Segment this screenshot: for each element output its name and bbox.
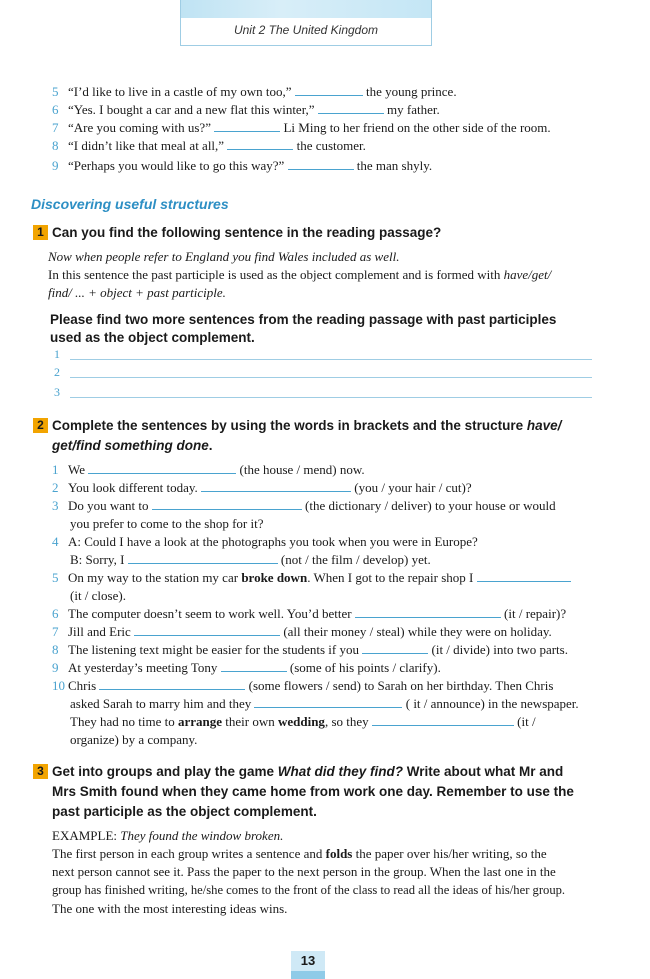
list-item: 5 “I’d like to live in a castle of my own too,” the young prince.	[52, 84, 457, 99]
answer-blank[interactable]	[134, 624, 280, 636]
instructions: group has finished writing, he/she comes to the front of the class to read all the ideas of his/her group.	[52, 883, 566, 897]
exercise-3-question: 3 Get into groups and play the game What did they find? Write about what Mr and	[33, 762, 563, 781]
answer-blank[interactable]	[254, 696, 402, 708]
instructions: The one with the most interesting ideas wins.	[52, 901, 288, 916]
list-item: 9 “Perhaps you would like to go this way?” the man shyly.	[52, 158, 433, 173]
example-line: EXAMPLE: They found the window broken.	[52, 828, 284, 843]
exercise-2-question-cont: get/find something done.	[52, 438, 213, 453]
explanation-formula: find/ ... + object + past participle.	[48, 285, 226, 300]
unit-title: Unit 2 The United Kingdom	[233, 23, 379, 37]
exercise-1-question: 1 Can you find the following sentence in the reading passage?	[33, 223, 441, 242]
list-item-cont: B: Sorry, I (not / the film / develop) yet.	[70, 552, 431, 567]
list-item: 7 “Are you coming with us?” Li Ming to her friend on the other side of the room.	[52, 120, 551, 135]
answer-line[interactable]	[70, 397, 592, 398]
answer-blank[interactable]	[152, 498, 302, 510]
list-item: 5 On my way to the station my car broke down. When I got to the repair shop I	[52, 569, 571, 587]
answer-blank[interactable]	[214, 120, 280, 132]
exercise-3-question-cont: past participle as the object complement.	[52, 804, 317, 819]
task-line-2: used as the object complement.	[50, 330, 255, 345]
list-item: 8 The listening text might be easier for the students if you (it / divide) into two parts.	[52, 642, 568, 657]
answer-blank[interactable]	[295, 84, 363, 96]
explanation: In this sentence the past participle is used as the object complement and is formed with have/get/	[48, 267, 552, 282]
exercise-2-question: 2 Complete the sentences by using the words in brackets and the structure have/	[33, 416, 561, 435]
instructions: The first person in each group writes a sentence and folds the paper over his/her writing, so the	[52, 846, 547, 861]
example-sentence: Now when people refer to England you find Wales included as well.	[48, 249, 400, 264]
answer-blank[interactable]	[201, 480, 351, 492]
list-item: 3 Do you want to (the dictionary / deliver) to your house or would	[52, 498, 556, 513]
list-item-cont: asked Sarah to marry him and they ( it / announce) in the newspaper.	[70, 696, 579, 711]
answer-line-number: 2	[54, 365, 60, 379]
answer-line[interactable]	[70, 359, 592, 360]
exercise-3-question-cont: Mrs Smith found when they came home from work one day. Remember to use the	[52, 784, 574, 799]
answer-blank[interactable]	[477, 570, 571, 582]
answer-blank[interactable]	[318, 102, 384, 114]
exercise-number-badge: 3	[33, 764, 48, 779]
list-item: 6 The computer doesn’t seem to work well. You’d better (it / repair)?	[52, 606, 567, 621]
list-item: 9 At yesterday’s meeting Tony (some of his points / clarify).	[52, 660, 441, 675]
list-item: 2 You look different today. (you / your hair / cut)?	[52, 480, 472, 495]
answer-line[interactable]	[70, 377, 592, 378]
exercise-number-badge: 1	[33, 225, 48, 240]
list-item-cont: They had no time to arrange their own wedding, so they (it /	[70, 714, 536, 729]
instructions: next person cannot see it. Pass the paper to the next person in the group. When the last one in the	[52, 864, 556, 879]
exercise-number-badge: 2	[33, 418, 48, 433]
list-item: 6 “Yes. I bought a car and a new flat this winter,” my father.	[52, 102, 440, 117]
list-item: 7 Jill and Eric (all their money / steal) while they were on holiday.	[52, 624, 552, 639]
answer-blank[interactable]	[99, 678, 245, 690]
task-line-1: Please find two more sentences from the reading passage with past participles	[50, 312, 557, 327]
answer-blank[interactable]	[221, 660, 287, 672]
answer-line-number: 1	[54, 347, 60, 361]
answer-blank[interactable]	[128, 552, 278, 564]
list-item-cont: you prefer to come to the shop for it?	[70, 516, 264, 531]
answer-blank[interactable]	[372, 714, 514, 726]
answer-blank[interactable]	[88, 462, 236, 474]
answer-blank[interactable]	[227, 138, 293, 150]
answer-blank[interactable]	[355, 606, 501, 618]
answer-line-number: 3	[54, 385, 60, 399]
list-item: 8 “I didn’t like that meal at all,” the customer.	[52, 138, 366, 153]
page-number-bar	[291, 971, 325, 979]
list-item: 4 A: Could I have a look at the photographs you took when you were in Europe?	[52, 534, 478, 549]
list-item: 1 We (the house / mend) now.	[52, 462, 365, 477]
answer-blank[interactable]	[288, 158, 354, 170]
list-item: 10 Chris (some flowers / send) to Sarah on her birthday. Then Chris	[52, 678, 554, 693]
list-item-cont: (it / close).	[70, 588, 126, 603]
section-title: Discovering useful structures	[31, 196, 229, 212]
list-item-cont: organize) by a company.	[70, 732, 198, 747]
answer-blank[interactable]	[362, 642, 428, 654]
page-number: 13	[291, 951, 325, 971]
